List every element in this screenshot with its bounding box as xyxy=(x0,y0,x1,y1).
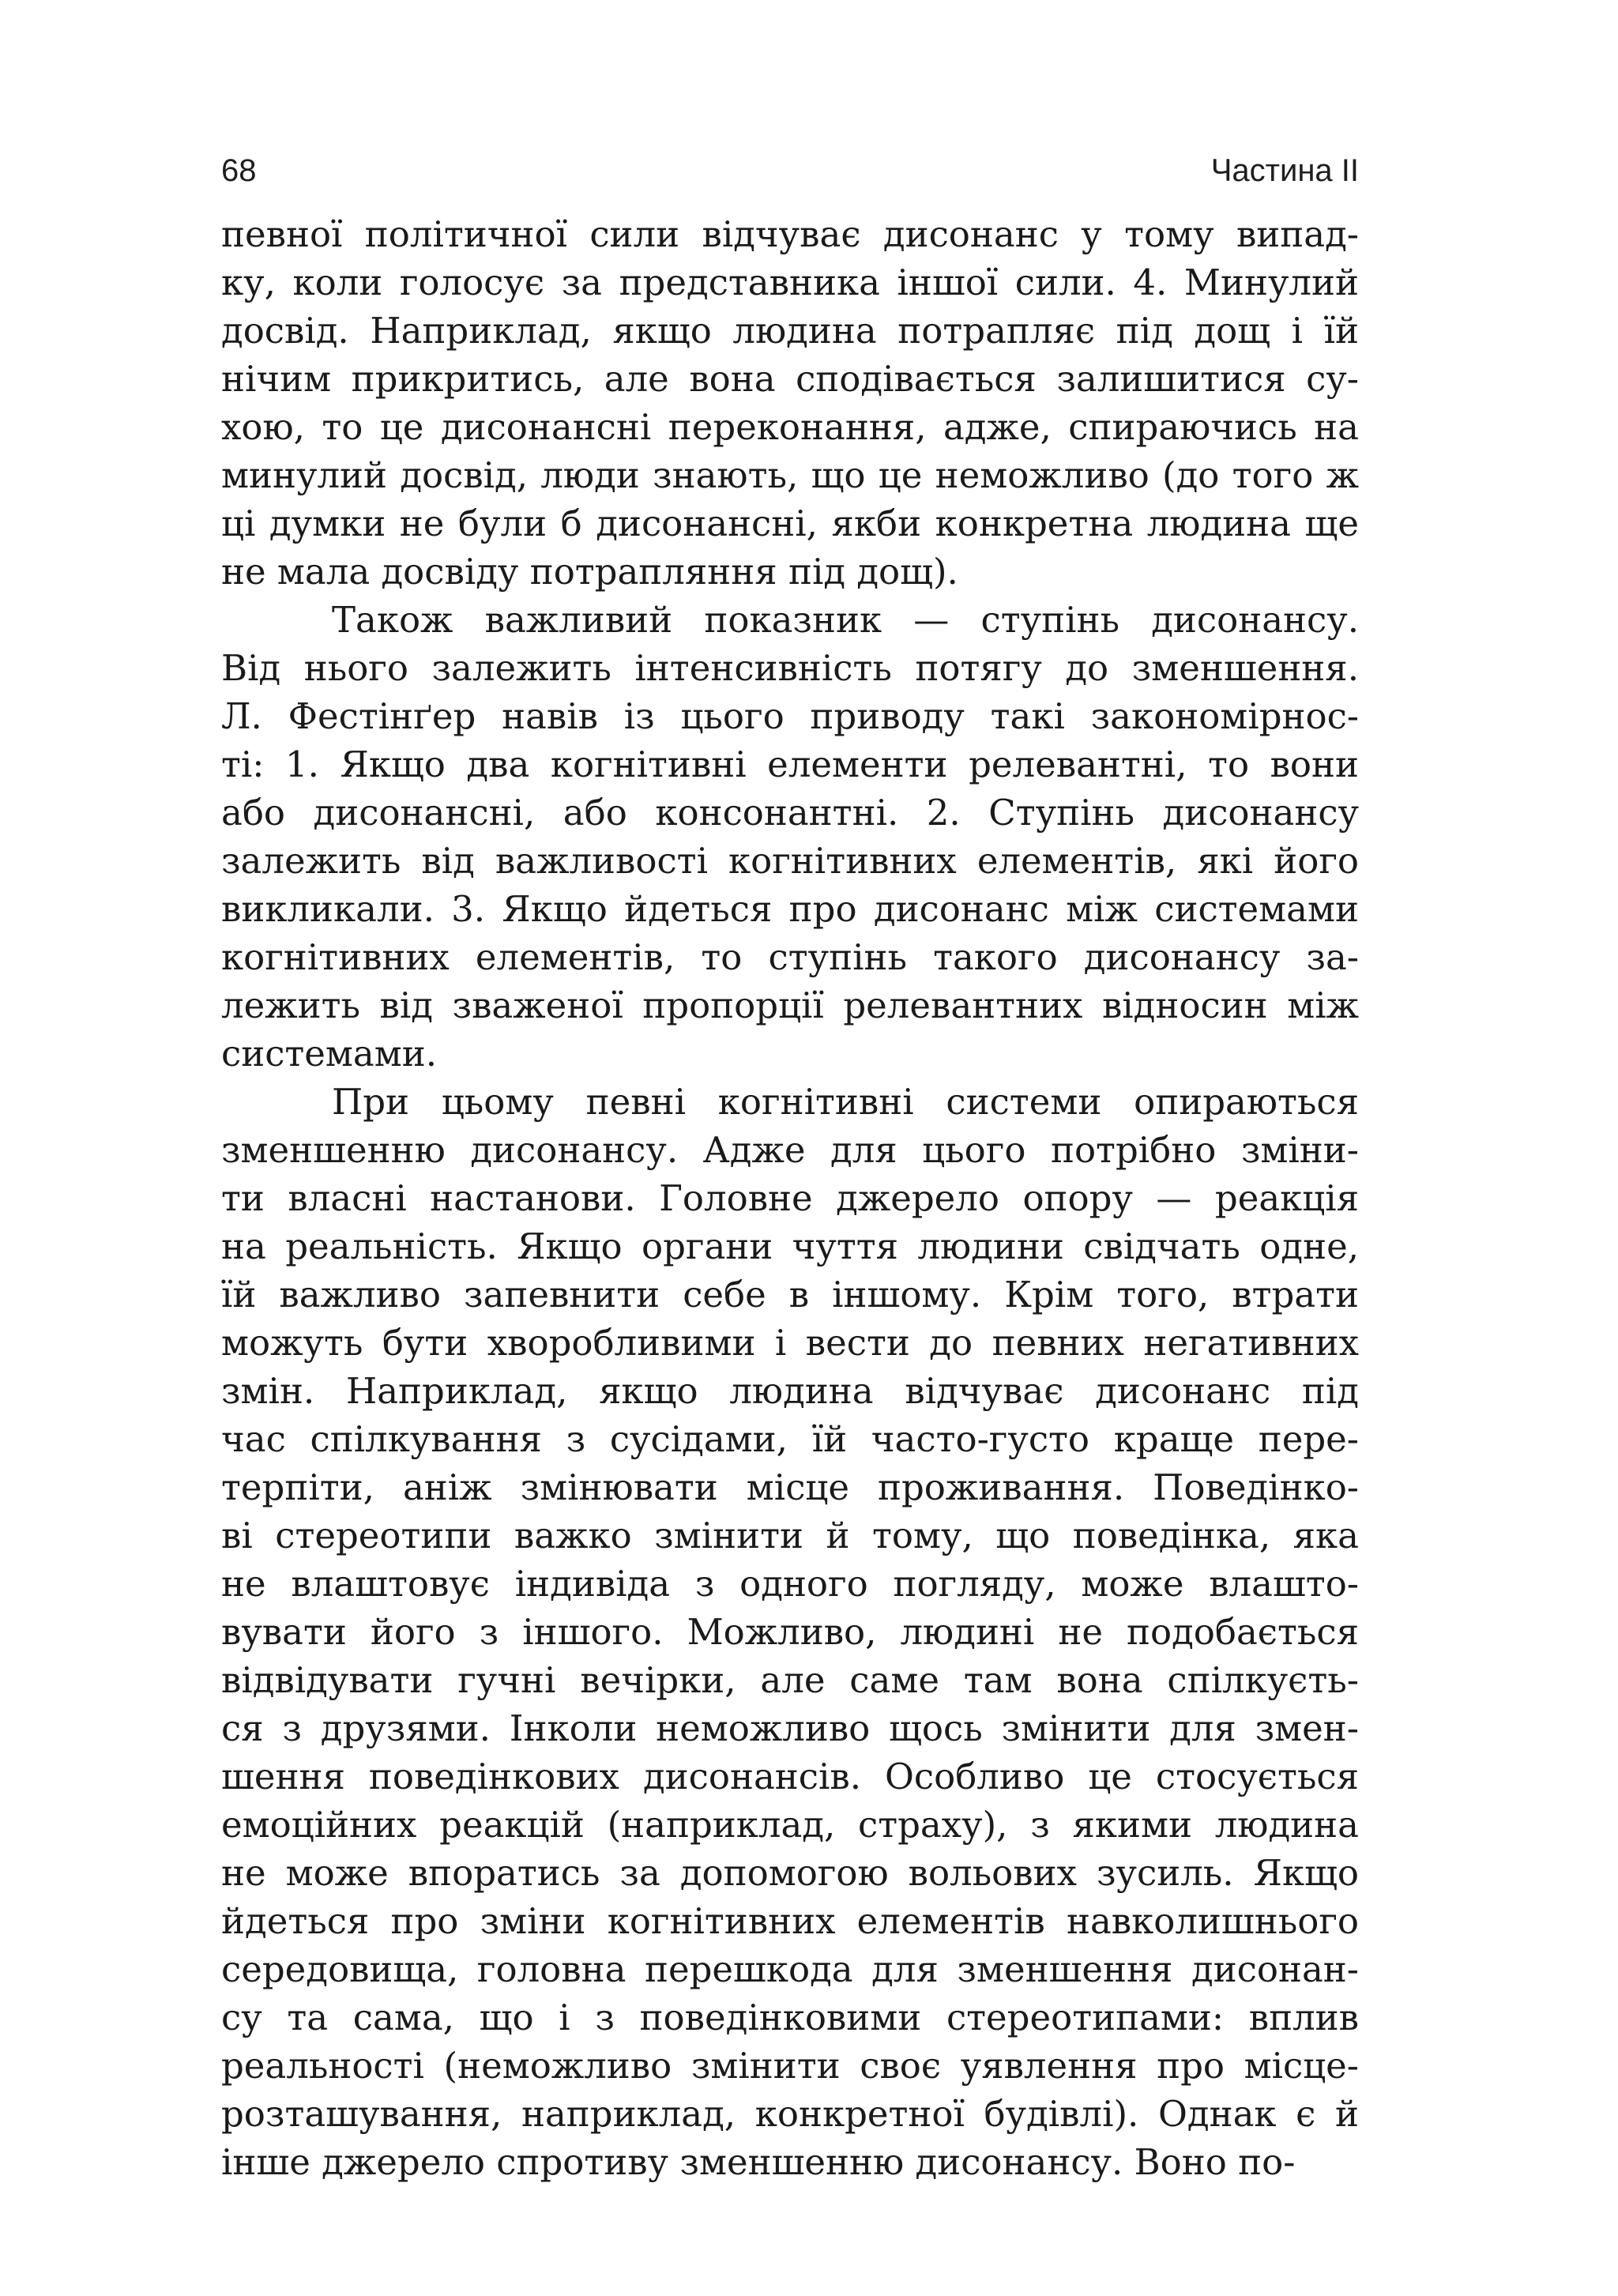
text-line: досвід. Наприклад, якщо людина потрапляє під дощ і їй xyxy=(221,310,1359,352)
text-line: на реальність. Якщо органи чуття людини свідчать одне, xyxy=(221,1225,1359,1267)
text-line: су та сама, що і з поведінковими стереотипами: вплив xyxy=(221,1997,1359,2038)
text-line: викликали. 3. Якщо йдеться про дисонанс між системами xyxy=(221,888,1359,930)
text-line: не влаштовує індивіда з одного погляду, може влашто- xyxy=(221,1563,1359,1605)
text-line: зменшенню дисонансу. Адже для цього потрібно зміни- xyxy=(221,1129,1359,1171)
text-line: час спілкування з сусідами, їй часто-густо краще пере- xyxy=(221,1418,1359,1460)
text-line: Л. Фестінґер навів із цього приводу такі закономірнос- xyxy=(221,695,1359,737)
text-line: можуть бути хворобливими і вести до певних негативних xyxy=(221,1322,1359,1364)
text-line: вувати його з іншого. Можливо, людині не подобається xyxy=(221,1611,1359,1653)
text-line: хою, то це дисонансні переконання, адже, спираючись на xyxy=(221,406,1359,448)
text-line: системами. xyxy=(221,1033,438,1075)
text-line: ти власні настанови. Головне джерело опору — реакція xyxy=(221,1177,1359,1219)
text-line: минулий досвід, люди знають, що це неможливо (до того ж xyxy=(221,454,1359,496)
text-line: ві стереотипи важко змінити й тому, що поведінка, яка xyxy=(221,1515,1359,1556)
text-line: йдеться про зміни когнітивних елементів навколишнього xyxy=(221,1900,1359,1942)
text-line: реальності (неможливо змінити своє уявлення про місце- xyxy=(221,2045,1359,2087)
text-line: лежить від зваженої пропорції релевантних відносин між xyxy=(221,984,1359,1026)
text-line: ку, коли голосує за представника іншої сили. 4. Минулий xyxy=(221,262,1359,303)
text-line: змін. Наприклад, якщо людина відчуває дисонанс під xyxy=(221,1370,1359,1412)
text-line: не може впоратись за допомогою вольових зусиль. Якщо xyxy=(221,1852,1359,1894)
text-line: залежить від важливості когнітивних елементів, які його xyxy=(221,840,1359,882)
text-line: При цьому певні когнітивні системи опираються xyxy=(332,1081,1359,1123)
text-line: ся з друзями. Інколи неможливо щось змінити для змен- xyxy=(221,1707,1359,1749)
text-line: їй важливо запевнити себе в іншому. Крім того, втрати xyxy=(221,1274,1359,1315)
text-line: розташування, наприклад, конкретної будівлі). Однак є й xyxy=(221,2093,1359,2135)
paragraph xyxy=(221,1078,1359,2186)
text-line: ті: 1. Якщо два когнітивні елементи релевантні, то вони xyxy=(221,743,1359,785)
text-line: когнітивних елементів, то ступінь такого дисонансу за- xyxy=(221,936,1359,978)
text-line: нічим прикритись, але вона сподівається залишитися су- xyxy=(221,358,1359,400)
text-line: відвідувати гучні вечірки, але саме там вона спілкуєть- xyxy=(221,1659,1359,1701)
text-line: Також важливий показник — ступінь дисонансу. xyxy=(332,599,1359,641)
text-line: ці думки не були б дисонансні, якби конкретна людина ще xyxy=(221,502,1359,544)
text-line: або дисонансні, або консонантні. 2. Ступінь дисонансу xyxy=(221,792,1359,834)
text-line: терпіти, аніж змінювати місце проживання. Поведінко- xyxy=(221,1466,1359,1508)
text-line: не мала досвіду потрапляння під дощ). xyxy=(221,551,958,593)
text-line: емоційних реакцій (наприклад, страху), з якими людина xyxy=(221,1804,1359,1846)
text-line: інше джерело спротиву зменшенню дисонансу. Воно по- xyxy=(221,2141,1296,2183)
paragraph xyxy=(221,210,1359,596)
text-line: Від нього залежить інтенсивність потягу до зменшення. xyxy=(221,647,1359,689)
body-text xyxy=(221,210,1359,2186)
running-head xyxy=(221,147,1359,194)
text-line: середовища, головна перешкода для зменшення дисонан- xyxy=(221,1948,1359,1990)
running-head-section: Частина II xyxy=(1210,153,1359,188)
paragraph xyxy=(221,596,1359,1078)
page-number: 68 xyxy=(221,153,257,188)
text-line: певної політичної сили відчуває дисонанс у тому випад- xyxy=(221,213,1359,255)
text-line: шення поведінкових дисонансів. Особливо це стосується xyxy=(221,1756,1359,1797)
